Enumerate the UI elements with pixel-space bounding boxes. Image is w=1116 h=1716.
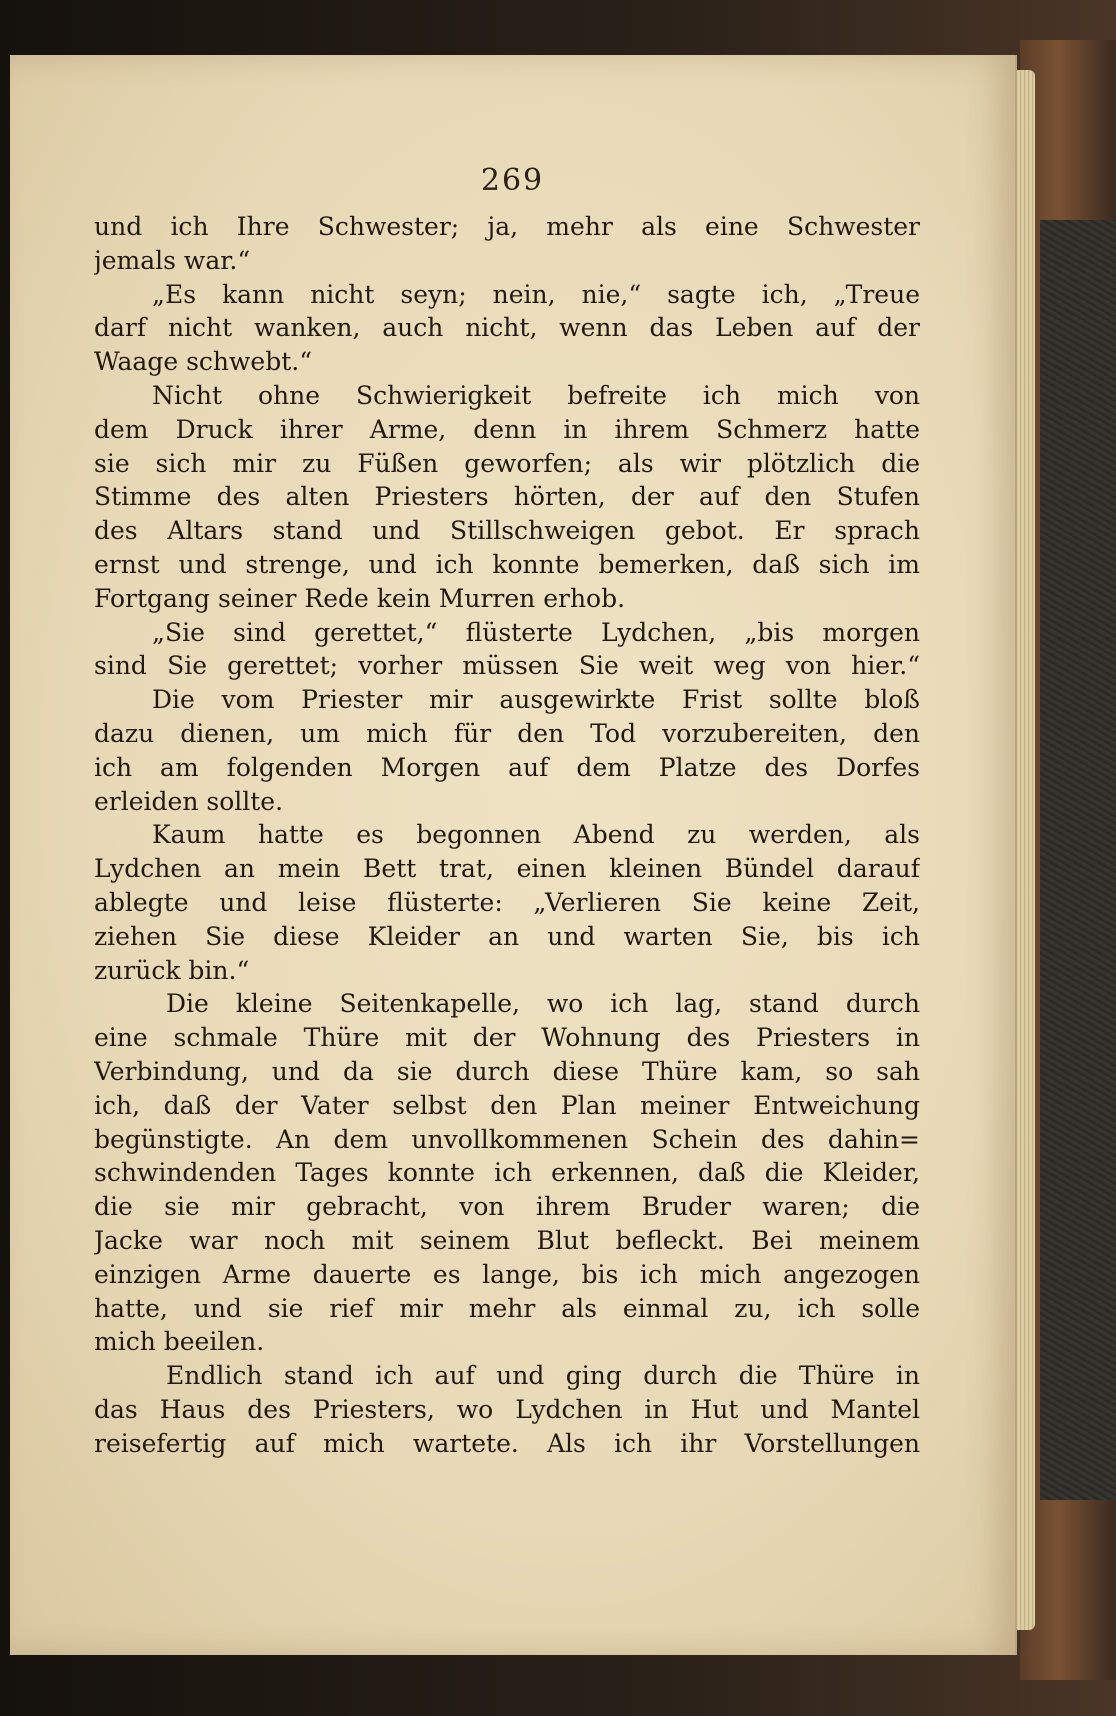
text-line: Waage schwebt.“ xyxy=(94,347,312,377)
text-line: reisefertig auf mich wartete. Als ich ihr Vorstellungen xyxy=(94,1428,920,1458)
text-line: Die vom Priester mir ausgewirkte Frist sollte bloß xyxy=(152,685,920,715)
text-line: Lydchen an mein Bett trat, einen kleinen Bündel darauf xyxy=(94,854,920,884)
text-line: Nicht ohne Schwierigkeit befreite ich mich von xyxy=(152,380,920,410)
text-line: sind Sie gerettet; vorher müssen Sie weit weg von hier.“ xyxy=(94,651,920,681)
text-line: Fortgang seiner Rede kein Murren erhob. xyxy=(94,583,626,613)
text-line: dem Druck ihrer Arme, denn in ihrem Schmerz hatte xyxy=(94,414,920,444)
text-line: „Sie sind gerettet,“ flüsterte Lydchen, „bis morgen xyxy=(152,617,920,647)
page-number: 269 xyxy=(480,163,545,198)
text-line: schwindenden Tages konnte ich erkennen, daß die Kleider, xyxy=(94,1158,920,1188)
text-line: Endlich stand ich auf und ging durch die Thüre in xyxy=(166,1361,920,1391)
text-line: ich am folgenden Morgen auf dem Platze des Dorfes xyxy=(94,752,920,782)
text-line: dazu dienen, um mich für den Tod vorzubereiten, den xyxy=(94,718,920,748)
text-line: ablegte und leise flüsterte: „Verlieren Sie keine Zeit, xyxy=(94,887,920,917)
text-line: zurück bin.“ xyxy=(94,955,250,985)
text-line: sie sich mir zu Füßen geworfen; als wir plötzlich die xyxy=(94,448,920,478)
text-line: jemals war.“ xyxy=(94,245,251,275)
text-line: ich, daß der Vater selbst den Plan meiner Entweichung xyxy=(94,1090,920,1120)
text-line: darf nicht wanken, auch nicht, wenn das Leben auf der xyxy=(94,313,920,343)
text-line: das Haus des Priesters, wo Lydchen in Hut und Mantel xyxy=(94,1394,920,1424)
book-page xyxy=(10,55,1017,1655)
text-line: einzigen Arme dauerte es lange, bis ich mich angezogen xyxy=(94,1259,920,1289)
text-line: mich beeilen. xyxy=(94,1327,265,1357)
text-line: des Altars stand und Stillschweigen gebot. Er sprach xyxy=(94,516,920,546)
text-line: Stimme des alten Priesters hörten, der auf den Stufen xyxy=(94,482,920,512)
text-line: erleiden sollte. xyxy=(94,786,284,816)
text-line: die sie mir gebracht, von ihrem Bruder waren; die xyxy=(94,1192,920,1222)
text-line: und ich Ihre Schwester; ja, mehr als eine Schwester xyxy=(94,212,920,241)
text-line: hatte, und sie rief mir mehr als einmal zu, ich solle xyxy=(94,1293,920,1323)
leather-binding xyxy=(1040,220,1116,1500)
text-line: Die kleine Seitenkapelle, wo ich lag, stand durch xyxy=(166,989,920,1019)
text-line: eine schmale Thüre mit der Wohnung des Priesters in xyxy=(94,1023,920,1053)
text-line: ernst und strenge, und ich konnte bemerken, daß sich im xyxy=(94,549,920,579)
text-line: Kaum hatte es begonnen Abend zu werden, als xyxy=(152,820,920,850)
text-block xyxy=(94,210,920,1460)
text-line: ziehen Sie diese Kleider an und warten Sie, bis ich xyxy=(94,921,920,951)
text-line: begünstigte. An dem unvollkommenen Schein des dahin= xyxy=(94,1124,920,1154)
text-line: Verbindung, und da sie durch diese Thüre kam, so sah xyxy=(94,1056,920,1086)
text-line: „Es kann nicht seyn; nein, nie,“ sagte ich, „Treue xyxy=(152,279,920,309)
text-line: Jacke war noch mit seinem Blut befleckt. Bei meinem xyxy=(94,1225,920,1255)
